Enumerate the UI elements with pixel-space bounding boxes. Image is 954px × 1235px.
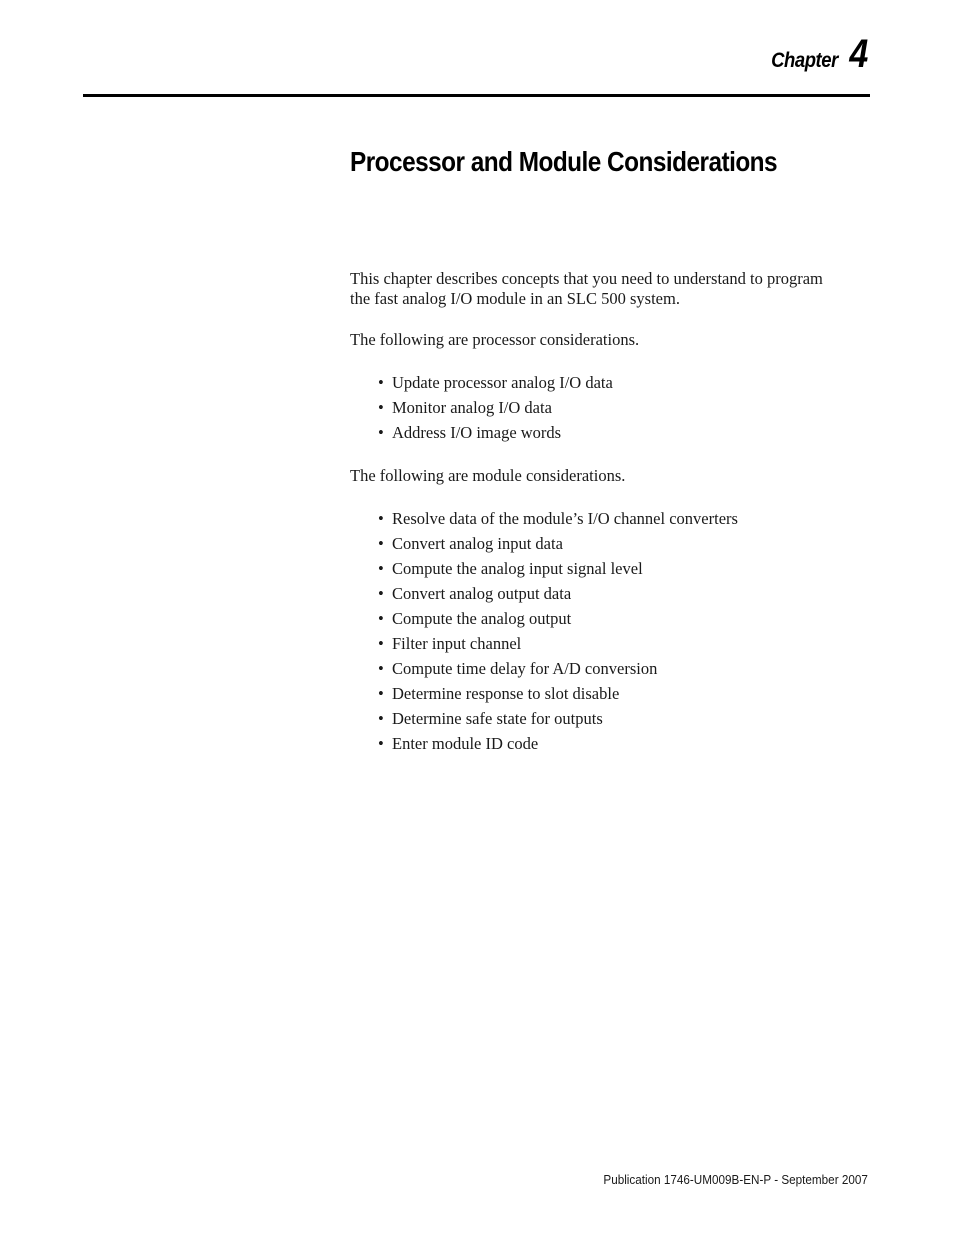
list-item: • Update processor analog I/O data <box>378 370 830 395</box>
list-item: • Convert analog output data <box>378 581 830 606</box>
list-item: • Enter module ID code <box>378 731 830 756</box>
list-item: • Compute the analog input signal level <box>378 556 830 581</box>
body-content <box>350 269 830 777</box>
module-list <box>350 506 830 756</box>
list-item: • Filter input channel <box>378 631 830 656</box>
publication-footer: Publication 1746-UM009B-EN-P - September 2007 <box>603 1172 868 1187</box>
page-title: Processor and Module Considerations <box>350 146 778 177</box>
list-item: • Determine response to slot disable <box>378 681 830 706</box>
list-item: • Address I/O image words <box>378 420 830 445</box>
list-item: • Convert analog input data <box>378 531 830 556</box>
list-item: • Compute the analog output <box>378 606 830 631</box>
list-item: • Resolve data of the module’s I/O channel converters <box>378 506 830 531</box>
chapter-number: 4 <box>849 32 868 76</box>
list-item: • Monitor analog I/O data <box>378 395 830 420</box>
chapter-label: Chapter <box>770 49 838 72</box>
processor-list <box>350 370 830 445</box>
processor-lead: The following are processor considerations. <box>350 330 640 349</box>
list-item: • Compute time delay for A/D conversion <box>378 656 830 681</box>
header-rule <box>83 94 870 97</box>
chapter-heading <box>762 34 868 74</box>
module-lead: The following are module considerations. <box>350 466 626 485</box>
intro-paragraph: This chapter describes concepts that you need to understand to program the fast analog I/O module in an SLC 500 system. <box>350 269 823 308</box>
list-item: • Determine safe state for outputs <box>378 706 830 731</box>
